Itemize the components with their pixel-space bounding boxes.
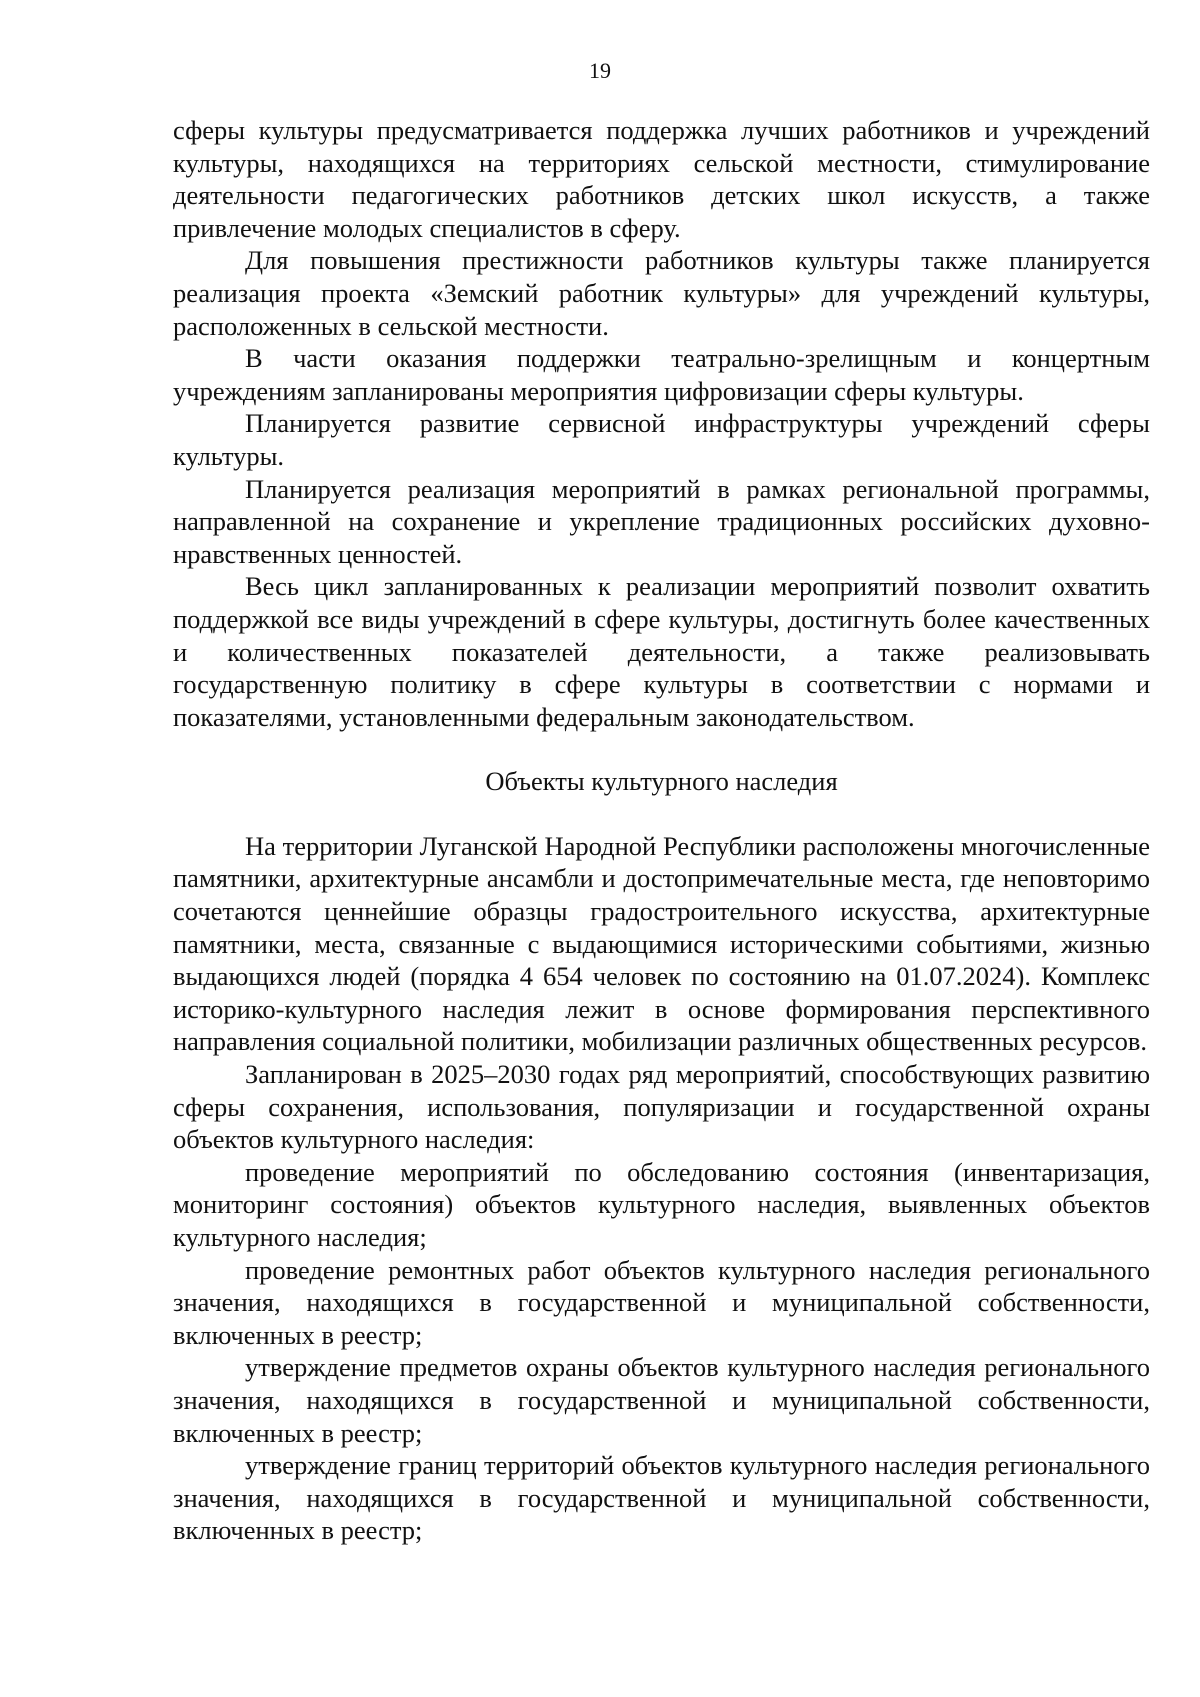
list-item: утверждение предметов охраны объектов культурного наследия регионального значения, находящихся в государственной и муниципальной собственности, включенных в реестр; bbox=[173, 1352, 1150, 1448]
list-item: утверждение границ территорий объектов культурного наследия регионального значения, находящихся в государственной и муниципальной собственности, включенных в реестр; bbox=[173, 1450, 1150, 1546]
paragraph: В части оказания поддержки театрально-зрелищным и концертным учреждениям запланированы мероприятия цифровизации сферы культуры. bbox=[173, 343, 1150, 406]
list-item: проведение ремонтных работ объектов культурного наследия регионального значения, находящихся в государственной и муниципальной собственности, включенных в реестр; bbox=[173, 1254, 1150, 1350]
paragraph: Весь цикл запланированных к реализации мероприятий позволит охватить поддержкой все виды учреждений в сфере культуры, достигнуть более качественных и количественных показателей деятельности, а также реализовывать государственную политику в сфере культуры в соответствии с нормами и показателями, установленными федеральным законодательством. bbox=[173, 571, 1150, 732]
page-number: 19 bbox=[589, 58, 611, 83]
paragraph: Для повышения престижности работников культуры также планируется реализация проекта «Земский работник культуры» для учреждений культуры, расположенных в сельской местности. bbox=[173, 245, 1150, 341]
list-item: проведение мероприятий по обследованию состояния (инвентаризация, мониторинг состояния) объектов культурного наследия, выявленных объектов культурного наследия; bbox=[173, 1156, 1150, 1252]
paragraph: На территории Луганской Народной Республики расположены многочисленные памятники, архитектурные ансамбли и достопримечательные места, где неповторимо сочетаются ценнейшие образцы градостроительного искусства, архитектурные памятники, места, связанные с выдающимися историческими событиями, жизнью выдающихся людей (порядка 4 654 человек по состоянию на 01.07.2024). Комплекс историко-культурного наследия лежит в основе формирования перспективного направления социальной политики, мобилизации различных общественных ресурсов. bbox=[173, 830, 1150, 1057]
section-heading: Объекты культурного наследия bbox=[485, 766, 838, 797]
paragraph: Планируется реализация мероприятий в рамках региональной программы, направленной на сохранение и укрепление традиционных российских духовно-нравственных ценностей. bbox=[173, 473, 1150, 569]
paragraph: Планируется развитие сервисной инфраструктуры учреждений сферы культуры. bbox=[173, 408, 1150, 471]
paragraph: сферы культуры предусматривается поддержка лучших работников и учреждений культуры, находящихся на территориях сельской местности, стимулирование деятельности педагогических работников детских школ искусств, а также привлечение молодых специалистов в сферу. bbox=[173, 115, 1150, 243]
paragraph: Запланирован в 2025–2030 годах ряд мероприятий, способствующих развитию сферы сохранения, использования, популяризации и государственной охраны объектов культурного наследия: bbox=[173, 1059, 1150, 1155]
page-content bbox=[173, 114, 1150, 1547]
